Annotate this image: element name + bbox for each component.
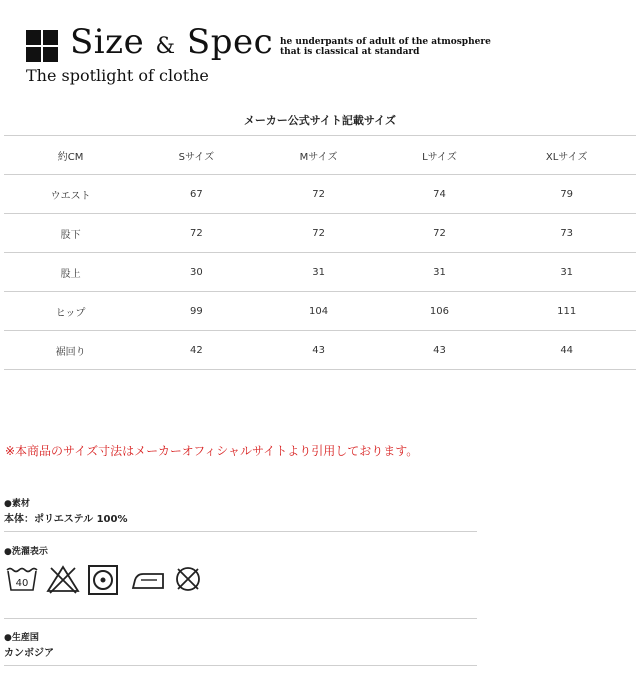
table-cell: 111 [497, 292, 636, 331]
table-header-row [4, 136, 636, 175]
table-cell: 67 [137, 175, 255, 214]
size-table [4, 135, 636, 370]
table-cell: 43 [382, 331, 498, 370]
table-cell: 104 [256, 292, 382, 331]
column-header: Lサイズ [382, 136, 498, 175]
table-cell: 31 [382, 253, 498, 292]
table-cell: 72 [137, 214, 255, 253]
table-cell: 99 [137, 292, 255, 331]
column-header: Mサイズ [256, 136, 382, 175]
table-row [4, 175, 636, 214]
table-cell: 72 [256, 175, 382, 214]
divider [4, 665, 477, 666]
table-cell: 股下 [4, 214, 137, 253]
table-cell: 106 [382, 292, 498, 331]
divider [4, 531, 477, 532]
table-cell: 股上 [4, 253, 137, 292]
table-cell: 74 [382, 175, 498, 214]
material-value: 本体：ポリエステル 100% [4, 514, 128, 525]
table-cell: 72 [256, 214, 382, 253]
table-row [4, 253, 636, 292]
origin-label: ●生産国 [4, 633, 39, 643]
table-cell: 44 [497, 331, 636, 370]
table-cell: ヒップ [4, 292, 137, 331]
column-header: Sサイズ [137, 136, 255, 175]
divider [4, 618, 477, 619]
no-dry-clean-icon [173, 564, 203, 594]
table-cell: 30 [137, 253, 255, 292]
wash-40-icon [5, 564, 39, 594]
table-cell: 裾回り [4, 331, 137, 370]
table-cell: 31 [256, 253, 382, 292]
table-cell: ウエスト [4, 175, 137, 214]
brand-title: Size & Spec [70, 22, 274, 62]
table-cell: 72 [382, 214, 498, 253]
table-cell: 42 [137, 331, 255, 370]
care-label: ●洗濯表示 [4, 547, 48, 557]
column-header: 約CM [4, 136, 137, 175]
no-bleach-icon [45, 564, 81, 594]
iron-low-icon [129, 564, 167, 594]
column-header: XLサイズ [497, 136, 636, 175]
table-row [4, 214, 636, 253]
wash-temp-label: 40 [15, 578, 29, 589]
material-label: ●素材 [4, 499, 30, 509]
table-cell: 31 [497, 253, 636, 292]
table-cell: 43 [256, 331, 382, 370]
tumble-dry-icon [87, 564, 119, 596]
table-cell: 79 [497, 175, 636, 214]
table-row [4, 331, 636, 370]
table-title: メーカー公式サイト記載サイズ [243, 114, 397, 127]
brand-tagline: he underpants of adult of the atmosphere that is classical at standard [280, 37, 491, 57]
table-cell: 73 [497, 214, 636, 253]
logo-icon [26, 30, 58, 62]
brand-header [26, 22, 626, 88]
table-row [4, 292, 636, 331]
brand-subtitle: The spotlight of clothe [26, 66, 209, 85]
size-source-note: ※本商品のサイズ寸法はメーカーオフィシャルサイトより引用しております。 [5, 444, 419, 458]
origin-value: カンボジア [4, 648, 54, 659]
